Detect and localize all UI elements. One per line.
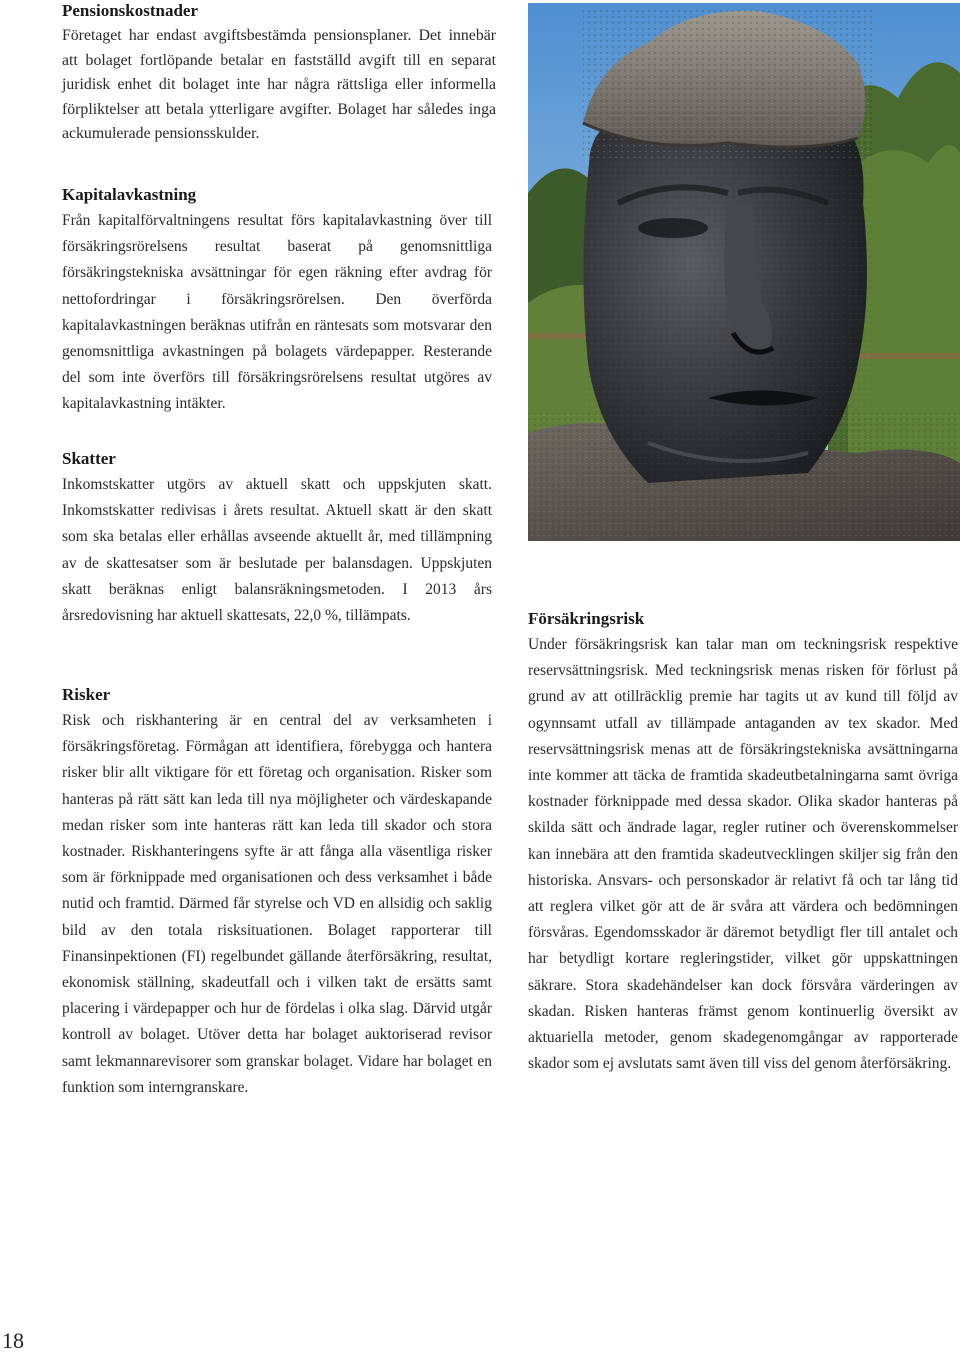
sculpture-illustration [528,3,960,541]
section-skatter [62,448,492,629]
section-forsakringsrisk [528,608,958,1077]
section-heading: Risker [62,685,111,704]
section-kapitalavkastning [62,184,492,418]
section-body: Risk och riskhantering är en central del av verksamheten i försäkringsföretag. Förmågan att identifiera, förebygga och hantera risker blir allt viktigare för ett företag och organisation. Risker som hanteras på rätt sätt kan leda till nya möjligheter och värdeskapande medan risker som inte hanteras rätt kan leda till skador och stora kostnader. Riskhanteringens syfte är att fånga alla väsentliga risker som är förknippade med organisationen och dess verksamhet i både nutid och framtid. Därmed får styrelse och VD en allsidig och saklig bild av den totala risksituationen. Bolaget rapporterar till Finansinpektionen (FI) regelbundet gällande återförsäkring, resultat, ekonomisk ställning, skadeutfall och i vilken takt de ersätts samt placering i värdepapper och hur de fördelas i olka slag. Därvid utgår kontroll av bolaget. Utöver detta har bolaget auktoriserad revisor samt lekmannarevisorer som granskar bolaget. Vidare har bolaget en funktion som interngranskare. [62,712,492,1096]
page-number: 18 [2,1328,24,1353]
section-heading: Kapitalavkastning [62,185,197,204]
stone-head-sculpture-photo [528,3,960,541]
section-pensionskostnader [62,0,496,147]
section-body: Från kapitalförvaltningens resultat förs kapitalavkastning över till försäkringsrörelsens resultat baserat på genomsnittliga försäkringstekniska avsättningar för egen räkning efter avdrag för nettofordringar i försäkringsrörelsen. Den överförda kapitalavkastningen beräknas utifrån en räntesats som motsvarar den genomsnittliga avkastningen på bolagets värdepapper. Resterande del som inte överförs till försäkringsrörelsens resultat utgöres av kapitalavkastning intäkter. [62,212,492,413]
section-body: Under försäkringsrisk kan talar man om teckningsrisk respektive reservsättningsrisk. Med teckningsrisk menas risken för förlust på grund av att otillräcklig premie har tagits ut av kund till följd av ogynnsamt utfall av tillämpade antaganden av tex skador. Med reservsättningsrisk menas att de försäkringstekniska avsättningarna inte kommer att täcka de framtida skadeutbetalningarna samt övriga kostnader förknippade med dessa skador. Olika skador hanteras på skilda sätt och ändrade lagar, regler rutiner och överenskommelser kan innebära att den framtida skadeutvecklingen skiljer sig från den historiska. Ansvars- och personskador är relativt få och tar lång tid att reglera vilket gör att de är svåra att värdera och bedömningen försvåras. Egendomsskador är däremot betydligt fler till antalet och har betydligt kortare regleringstider, vilket gör uppskattningen säkrare. Stora skadehändelser kan dock försvåra värderingen av skadan. Risken hanteras främst genom kontinuerlig översikt av aktuariella metoder, genom skadegenomgångar av rapporterade skador som ej avslutats samt även till viss del genom återförsäkring. [528,636,958,1073]
section-heading: Pensionskostnader [62,1,199,20]
section-risker [62,684,492,1101]
section-body: Inkomstskatter utgörs av aktuell skatt och uppskjuten skatt. Inkomstskatter redivisas i årets resultat. Aktuell skatt är den skatt som ska betalas eller erhållas avseende aktuellt år, med tillämpning av de skattesatser som är beslutade per balansdagen. Uppskjuten skatt beräknas enligt balansräkningsmetoden. I 2013 års årsredovisning har aktuell skattesats, 22,0 %, tillämpats. [62,476,492,625]
section-body: Företaget har endast avgiftsbestämda pensionsplaner. Det innebär att bolaget fortlöpande betalar en fastställd avgift till en separat juridisk enhet dit bolaget inte har några rättsliga eller informella förpliktelser att betala ytterligare avgifter. Bolaget har således inga ackumulerade pensionsskulder. [62,27,496,142]
section-heading: Försäkringsrisk [528,609,645,628]
section-heading: Skatter [62,449,116,468]
